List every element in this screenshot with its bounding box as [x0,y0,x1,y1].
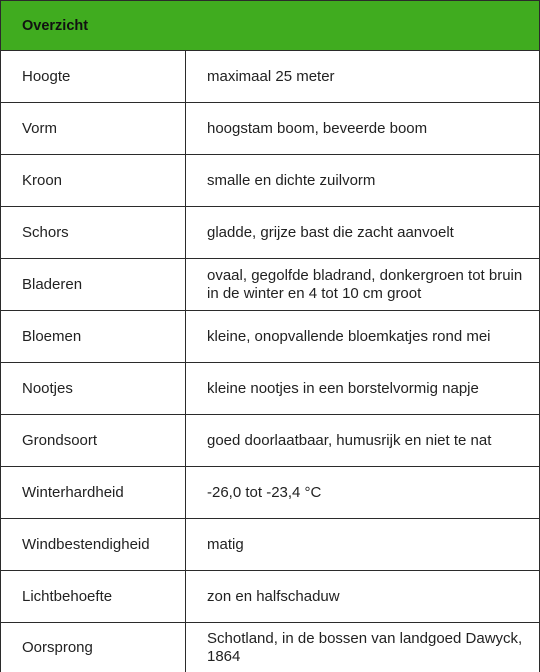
row-value: Schotland, in de bossen van landgoed Dawyck, 1864 [207,629,523,665]
row-label: Windbestendigheid [1,519,186,570]
row-value: hoogstam boom, beveerde boom [207,119,428,137]
table-row-windbestendigheid [1,519,539,571]
table-row-grondsoort [1,415,539,467]
table-header-title: Overzicht [22,17,89,34]
table-header [1,0,539,51]
row-value: gladde, grijze bast die zacht aanvoelt [207,223,454,241]
table-row-hoogte [1,51,539,103]
row-label: Nootjes [1,363,186,414]
row-label: Bladeren [1,259,186,310]
table-row-lichtbehoefte [1,571,539,623]
table-row-bladeren [1,259,539,311]
row-label: Hoogte [1,51,186,102]
row-value: ovaal, gegolfde bladrand, donkergroen tot bruin in de winter en 4 tot 10 cm groot [207,266,523,302]
table-row-kroon [1,155,539,207]
row-value: -26,0 tot -23,4 °C [207,483,322,501]
row-value: kleine, onopvallende bloemkatjes rond mei [207,327,491,345]
row-value: goed doorlaatbaar, humusrijk en niet te nat [207,431,492,449]
table-row-bloemen [1,311,539,363]
row-label: Winterhardheid [1,467,186,518]
row-label: Vorm [1,103,186,154]
row-value: smalle en dichte zuilvorm [207,171,376,189]
table-row-nootjes [1,363,539,415]
row-value: maximaal 25 meter [207,67,335,85]
table-row-oorsprong [1,623,539,672]
table-row-winterhardheid [1,467,539,519]
row-label: Lichtbehoefte [1,571,186,622]
row-label: Oorsprong [1,623,186,672]
row-value: matig [207,535,244,553]
table-row-vorm [1,103,539,155]
row-label: Grondsoort [1,415,186,466]
row-value: kleine nootjes in een borstelvormig napje [207,379,479,397]
table-row-schors [1,207,539,259]
row-label: Kroon [1,155,186,206]
row-value: zon en halfschaduw [207,587,340,605]
row-label: Schors [1,207,186,258]
row-label: Bloemen [1,311,186,362]
